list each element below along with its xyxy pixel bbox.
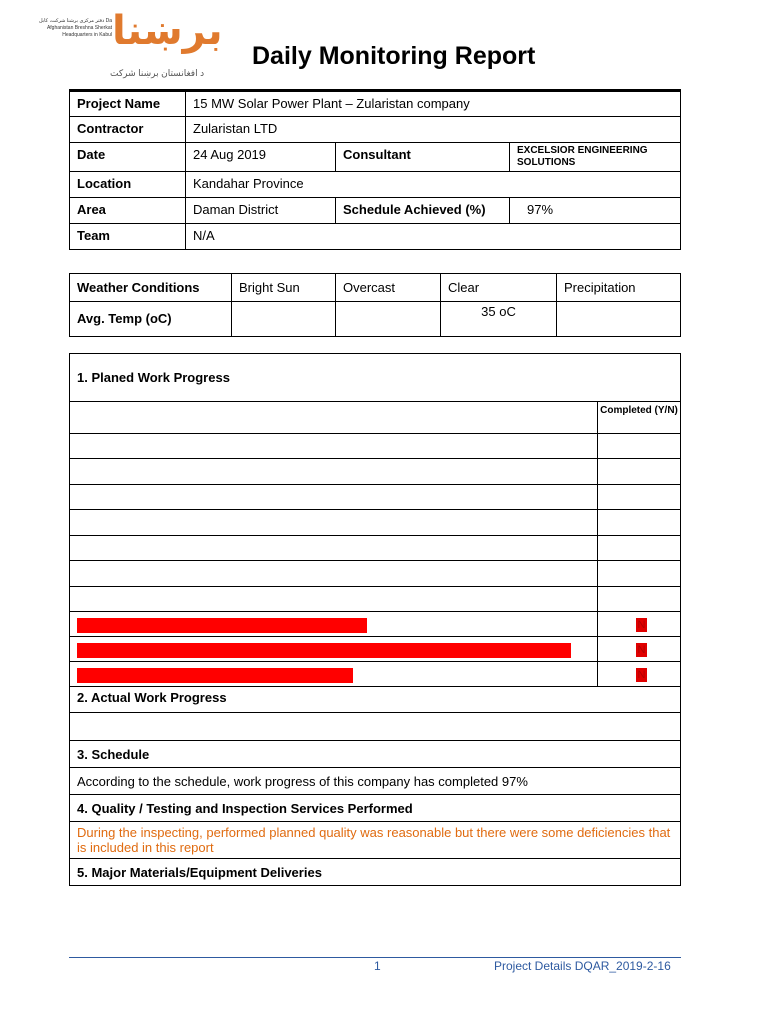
empty-cell (336, 302, 441, 337)
page-number: 1 (374, 959, 381, 973)
logo-brand: برښنا (112, 8, 223, 54)
avg-temp-label: Avg. Temp (oC) (70, 302, 232, 337)
consultant-value: EXCELSIOR ENGINEERING SOLUTIONS (510, 143, 681, 172)
redacted-cell (70, 662, 598, 687)
weather-option-precipitation: Precipitation (557, 274, 681, 302)
table-row (70, 561, 681, 587)
team-value: N/A (186, 224, 681, 250)
empty-cell (557, 302, 681, 337)
table-row (70, 510, 681, 536)
empty-cell (70, 485, 598, 510)
project-name-label: Project Name (70, 91, 186, 117)
table-row (70, 274, 681, 302)
empty-cell (70, 536, 598, 561)
location-label: Location (70, 172, 186, 198)
area-label: Area (70, 198, 186, 224)
empty-cell (70, 402, 598, 434)
weather-option-clear: Clear (441, 274, 557, 302)
quality-text: During the inspecting, performed planned quality was reasonable but there were some deficiencies that is included in this report (70, 822, 681, 859)
completed-cell (598, 637, 681, 662)
contractor-value: Zularistan LTD (186, 117, 681, 143)
completed-mark: N (637, 669, 646, 681)
table-row (70, 143, 681, 172)
empty-cell (70, 713, 681, 741)
empty-cell (70, 510, 598, 536)
redaction-bar (77, 618, 367, 633)
empty-cell (232, 302, 336, 337)
redacted-cell (70, 612, 598, 637)
table-row (70, 536, 681, 561)
footer-doc-ref: Project Details DQAR_2019-2-16 (494, 959, 671, 973)
empty-cell (598, 536, 681, 561)
table-row (70, 687, 681, 713)
table-row (70, 795, 681, 822)
table-row (70, 637, 681, 662)
team-label: Team (70, 224, 186, 250)
weather-table (69, 273, 681, 337)
completed-mark: N (637, 644, 646, 656)
table-row (70, 434, 681, 459)
weather-option-bright-sun: Bright Sun (232, 274, 336, 302)
table-row (70, 224, 681, 250)
materials-heading: 5. Major Materials/Equipment Deliveries (70, 859, 681, 886)
area-value: Daman District (186, 198, 336, 224)
table-row (70, 91, 681, 117)
consultant-label: Consultant (336, 143, 510, 172)
planned-work-heading: 1. Planed Work Progress (70, 354, 681, 402)
empty-cell (598, 510, 681, 536)
table-row (70, 713, 681, 741)
completed-cell (598, 612, 681, 637)
schedule-heading: 3. Schedule (70, 741, 681, 768)
table-row (70, 198, 681, 224)
empty-cell (70, 587, 598, 612)
weather-label: Weather Conditions (70, 274, 232, 302)
table-row (70, 402, 681, 434)
table-row (70, 354, 681, 402)
avg-temp-value: 35 oC (441, 302, 557, 337)
redaction-bar (77, 668, 353, 683)
date-label: Date (70, 143, 186, 172)
table-row (70, 117, 681, 143)
table-row (70, 768, 681, 795)
table-row (70, 859, 681, 886)
progress-table (69, 353, 681, 886)
completed-header: Completed (Y/N) (598, 402, 681, 434)
contractor-label: Contractor (70, 117, 186, 143)
empty-cell (70, 434, 598, 459)
table-row (70, 485, 681, 510)
table-row (70, 302, 681, 337)
table-row (70, 662, 681, 687)
empty-cell (70, 561, 598, 587)
completed-mark: N (637, 619, 646, 631)
empty-cell (598, 459, 681, 485)
completed-cell (598, 662, 681, 687)
schedule-achieved-label: Schedule Achieved (%) (336, 198, 510, 224)
empty-cell (70, 459, 598, 485)
actual-work-heading: 2. Actual Work Progress (70, 687, 681, 713)
logo-caption: دفتر مرکزی برشنا شرکت، کابل Da Afghanistan Breshna Sherkat Headquarters in Kabul (38, 18, 112, 38)
page-title: Daily Monitoring Report (252, 42, 536, 70)
schedule-achieved-value: 97% (510, 198, 681, 224)
weather-option-overcast: Overcast (336, 274, 441, 302)
table-row (70, 612, 681, 637)
table-row (70, 741, 681, 768)
empty-cell (598, 587, 681, 612)
table-row (70, 459, 681, 485)
project-info-table (69, 89, 681, 250)
redacted-cell (70, 637, 598, 662)
location-value: Kandahar Province (186, 172, 681, 198)
project-name-value: 15 MW Solar Power Plant – Zularistan company (186, 91, 681, 117)
redaction-bar (77, 643, 571, 658)
table-row (70, 587, 681, 612)
logo-subtitle: د افغانستان برښنا شرکت (110, 68, 205, 78)
table-row (70, 172, 681, 198)
company-logo (30, 8, 223, 86)
empty-cell (598, 561, 681, 587)
empty-cell (598, 434, 681, 459)
footer-divider (69, 957, 681, 958)
quality-heading: 4. Quality / Testing and Inspection Services Performed (70, 795, 681, 822)
schedule-text: According to the schedule, work progress of this company has completed 97% (70, 768, 681, 795)
table-row (70, 822, 681, 859)
empty-cell (598, 485, 681, 510)
date-value: 24 Aug 2019 (186, 143, 336, 172)
